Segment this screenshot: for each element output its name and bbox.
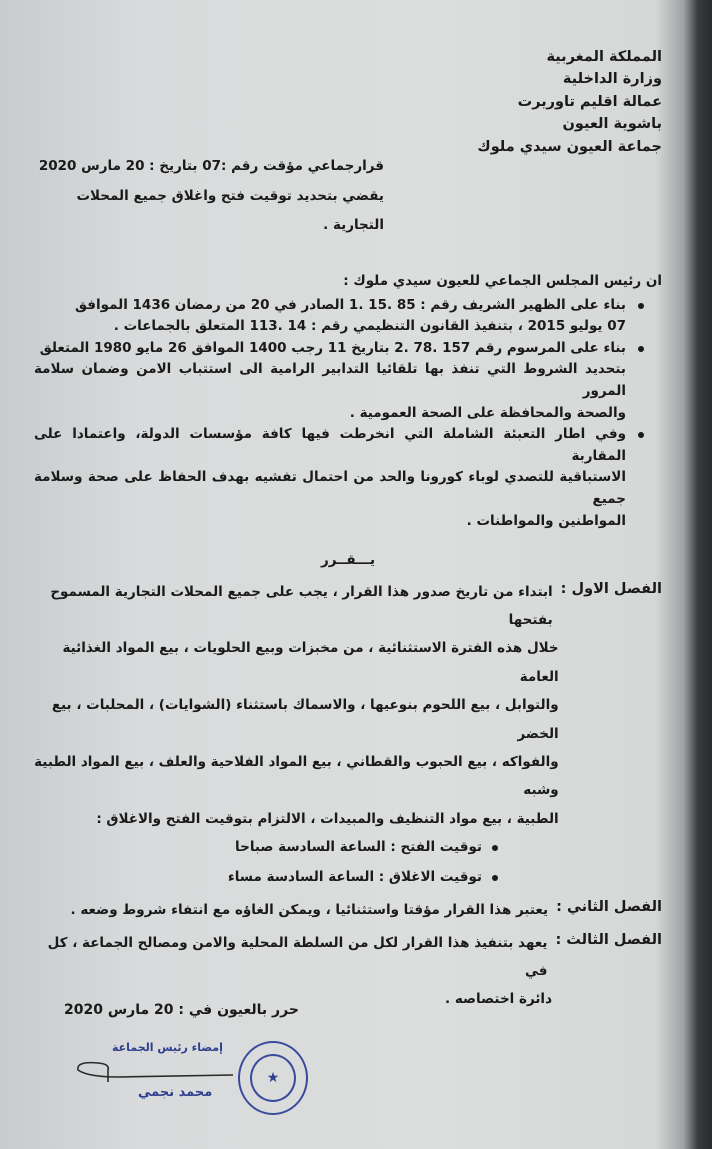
letterhead: [477, 46, 662, 158]
article-3-label: الفصل الثالث :: [555, 931, 662, 948]
top-section: [34, 46, 662, 241]
article-1-line-1: ابتداء من تاريخ صدور هذا القرار ، يجب على جميع المحلات التجارية المسموح بفتحها: [50, 583, 553, 629]
preamble-bullet-3: [34, 424, 626, 532]
preamble-bullet-1-line-2: 07 يوليو 2015 ، بتنفيذ القانون التنظيمي رقم : 14 .113 المتعلق بالجماعات .: [113, 318, 626, 335]
article-2-label: الفصل الثاني :: [556, 899, 662, 916]
header-commune: جماعة العيون سيدي ملوك: [477, 138, 662, 155]
article-1-body: [34, 578, 559, 833]
decision-heading: [34, 152, 384, 241]
article-1-line-4: والفواكه ، بيع الحبوب والقطاني ، بيع المواد الفلاحية والعلف ، بيع المواد الطبية وشبه: [34, 753, 559, 799]
header-kingdom: المملكة المغربية: [546, 49, 662, 65]
bullet-icon: [492, 875, 498, 881]
preamble-list: [34, 295, 662, 533]
place-date: حرر بالعيون في : 20 مارس 2020: [64, 1002, 299, 1019]
preamble-bullet-2-line-1: بناء على المرسوم رقم 157 .78 .2 بتاريخ 11 رجب 1400 الموافق 26 مايو 1980 المتعلق: [39, 339, 626, 356]
preamble-intro: ان رئيس المجلس الجماعي للعيون سيدي ملوك :: [343, 273, 662, 290]
article-1-line-2: خلال هذه الفترة الاستثنائية ، من مخبزات وبيع الحلويات ، بيع المواد الغذائية العامة: [62, 640, 559, 685]
bullet-icon: [638, 346, 644, 352]
article-2-text: يعتبر هذا القرار مؤقتا واستثنائيا ، ويمكن الغاؤه مع انتفاء شروط وضعه .: [70, 902, 549, 919]
article-1: [34, 578, 662, 833]
footer: [34, 989, 662, 1129]
decides-heading: يـــقــرر: [320, 552, 376, 569]
closing-hours: توقيت الاغلاق : الساعة السادسة مساء: [227, 868, 482, 885]
header-province: عمالة اقليم تاوريرت: [517, 93, 662, 110]
opening-hours-item: [34, 833, 662, 863]
signature-caption: إمضاء رئيس الجماعة: [112, 1041, 223, 1055]
preamble-bullet-1: [34, 295, 626, 338]
signatory-name: محمد نجمي: [138, 1085, 213, 1101]
star-icon: ★: [250, 1054, 296, 1102]
preamble-bullet-2-line-2: بتحديد الشروط التي تنفذ بها تلقائيا التدابير الرامية الى استتباب الامن وضمان سلامة المرور: [34, 361, 626, 400]
bullet-icon: [638, 303, 644, 309]
header-pashalik: باشوية العيون: [562, 116, 662, 133]
bullet-icon: [492, 845, 498, 851]
article-3-text: يعهد بتنفيذ هذا القرار لكل من السلطة المحلية والامن ومصالح الجماعة ، كل في: [47, 934, 548, 979]
article-1-label: الفصل الاول :: [560, 580, 662, 597]
closing-hours-item: [34, 863, 662, 893]
bullet-icon: [638, 432, 644, 438]
header-ministry: وزارة الداخلية: [562, 71, 662, 88]
article-1-line-5: الطبية ، بيع مواد التنظيف والمبيدات ، الالتزام بتوقيت الفتح والاغلاق :: [96, 810, 559, 827]
handwritten-signature: [68, 1055, 238, 1085]
opening-hours: توقيت الفتح : الساعة السادسة صباحا: [235, 838, 482, 855]
decision-subject: يقضي بتحديد توقيت فتح واغلاق جميع المحلات التجارية .: [76, 187, 384, 234]
article-2: [34, 896, 662, 924]
preamble-bullet-3-line-3: المواطنين والمواطنات .: [466, 512, 626, 529]
preamble-bullet-2-line-3: والصحة والمحافظة على الصحة العمومية .: [349, 404, 626, 421]
preamble-bullet-2: [34, 338, 626, 424]
preamble-bullet-1-line-1: بناء على الظهير الشريف رقم : 85 .15 .1 الصادر في 20 من رمضان 1436 الموافق: [74, 296, 626, 313]
preamble-bullet-3-line-1: وفي اطار التعبئة الشاملة التي انخرطت فيها كافة مؤسسات الدولة، واعتمادا على المقاربة: [34, 426, 626, 464]
article-3: [34, 929, 662, 986]
decision-title: قرارجماعي مؤقت رقم :07 بتاريخ : 20 مارس 2020: [38, 158, 384, 174]
article-1-line-3: والتوابل ، بيع اللحوم بنوعيها ، والاسماك باستثناء (الشوايات) ، المحلبات ، بيع الخضر: [51, 697, 559, 742]
official-stamp: [238, 1041, 308, 1115]
article-3-continuation: دائرة اختصاصه .: [445, 991, 552, 1008]
hours-list: [34, 833, 662, 892]
preamble-bullet-3-line-2: الاستباقية للتصدي لوباء كورونا والحد من احتمال تفشيه بهدف الحفاظ على صحة وسلامة جميع: [34, 469, 626, 507]
